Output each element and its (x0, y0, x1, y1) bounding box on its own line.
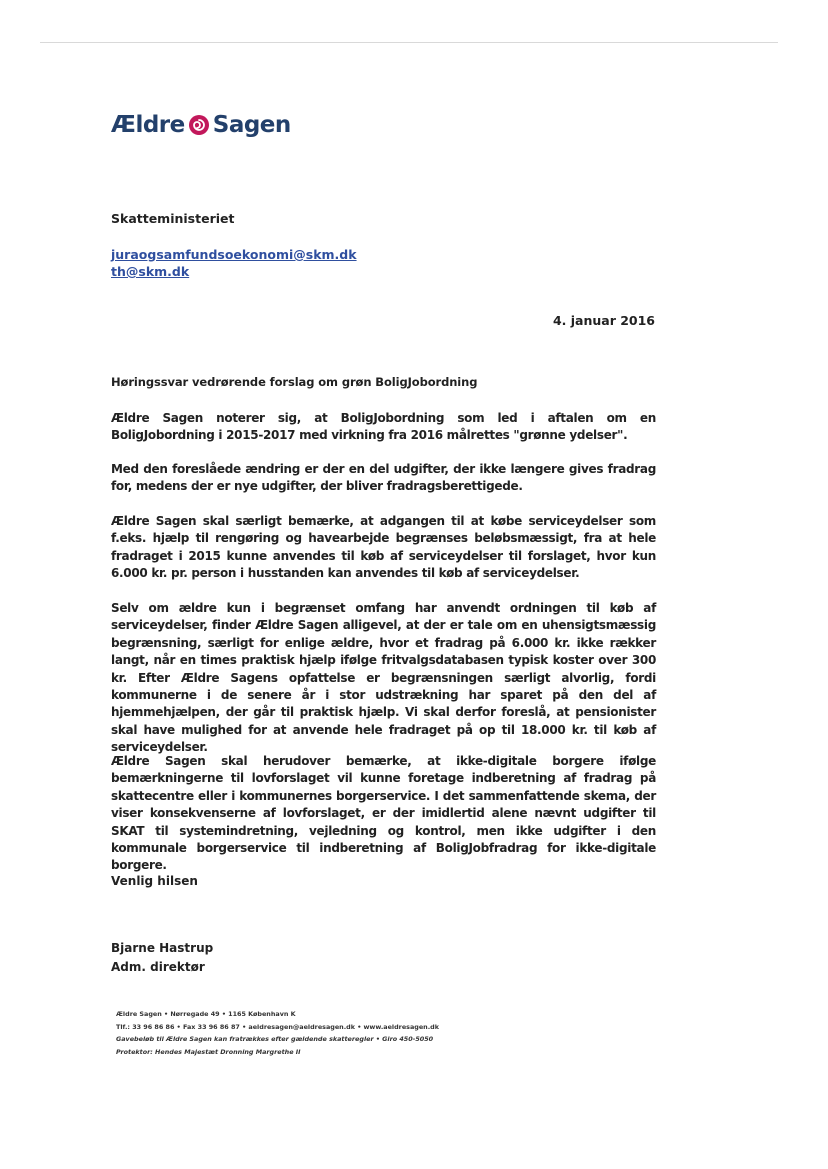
footer-patron: Protektor: Hendes Majestæt Dronning Margrethe II (116, 1047, 301, 1056)
scan-edge-line (40, 42, 778, 43)
logo-spiral-icon (188, 114, 210, 136)
footer-contact: Tlf.: 33 96 86 86 • Fax 33 96 86 87 • aeldresagen@aeldresagen.dk • www.aeldresagen.dk (116, 1022, 439, 1031)
recipient: Skatteministeriet (111, 211, 235, 226)
email-link-th[interactable]: th@skm.dk (111, 264, 190, 279)
paragraph-3: Ældre Sagen skal særligt bemærke, at adgangen til at købe serviceydelser som f.eks. hjælp til rengøring og havearbejde begrænses beløbsmæssigt, fra at hele fradraget i 2015 kunne anvendes til køb af serviceydelser til forslaget, hvor kun 6.000 kr. pr. person i husstanden kan anvendes til køb af serviceydelser. (111, 514, 656, 581)
logo-text-left: Ældre (111, 112, 185, 138)
recipient-emails (111, 246, 357, 280)
logo-text-right: Sagen (212, 112, 291, 138)
paragraph-5: Ældre Sagen skal herudover bemærke, at ikke-digitale borgere ifølge bemærkningerne til lovforslaget vil kunne foretage indberetning af fradrag på skattecentre eller i kommunernes borgerservice. I det sammenfattende skema, der viser konsekvenserne af lovforslaget, er der imidlertid alene nævnt udgifter til SKAT til systemindretning, vejledning og kontrol, men ikke udgifter i den kommunale borgerservice til indberetning af BoligJobfradrag for ikke-digitale borgere. (111, 754, 656, 873)
closing: Venlig hilsen (111, 874, 198, 888)
paragraph-2: Med den foreslåede ændring er der en del udgifter, der ikke længere gives fradrag for, medens der er nye udgifter, der bliver fradragsberettigede. (111, 462, 656, 494)
aeldre-sagen-logo (111, 112, 291, 138)
footer (116, 1008, 516, 1058)
paragraph-4: Selv om ældre kun i begrænset omfang har anvendt ordningen til køb af serviceydelser, finder Ældre Sagen alligevel, at der er tale om en uhensigtsmæssig begrænsning, særligt for enlige ældre, hvor et fradrag på 6.000 kr. ikke rækker langt, når en times praktisk hjælp ifølge fritvalgsdatabasen typisk koster over 300 kr. Efter Ældre Sagens opfattelse er begrænsningen særligt alvorlig, fordi kommunerne i de senere år i stor udstrækning har sparet på den del af hjemmehjælpen, der går til praktisk hjælp. Vi skal derfor foreslå, at pensionister skal have mulighed for at anvende hele fradraget på op til 18.000 kr. til køb af serviceydelser. (111, 601, 656, 755)
signature-title: Adm. direktør (111, 960, 205, 974)
letter-date: 4. januar 2016 (552, 313, 655, 328)
email-link-jura[interactable]: juraogsamfundsoekonomi@skm.dk (111, 247, 357, 262)
footer-address: Ældre Sagen • Nørregade 49 • 1165 København K (116, 1010, 296, 1018)
footer-donation: Gavebeløb til Ældre Sagen kan fratrækkes efter gældende skatteregler • Giro 450-5050 (116, 1035, 434, 1043)
letter-subject: Høringssvar vedrørende forslag om grøn BoligJobordning (111, 375, 478, 389)
signature-name: Bjarne Hastrup (111, 941, 214, 955)
paragraph-1: Ældre Sagen noterer sig, at BoligJobordning som led i aftalen om en BoligJobordning i 2015-2017 med virkning fra 2016 målrettes "grønne ydelser". (111, 411, 656, 443)
